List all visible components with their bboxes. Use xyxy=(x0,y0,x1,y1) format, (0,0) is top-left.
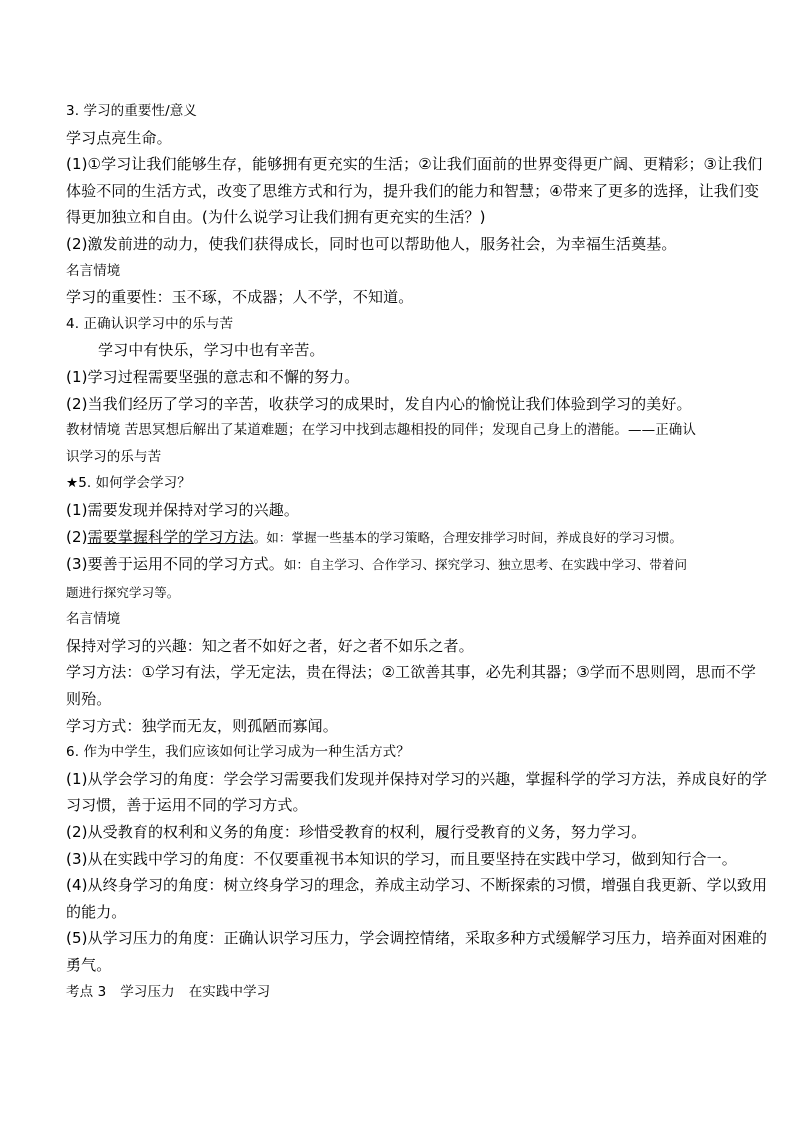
example-text: 如：自主学习、合作学习、探究学习、独立思考、在实践中学习、带着问 xyxy=(283,557,688,573)
paragraph-line: 学习方式：独学而无友，则孤陋而寡闻。 xyxy=(66,716,338,735)
example-text: 题进行探究学习等。 xyxy=(66,584,180,600)
paragraph-line xyxy=(66,551,730,579)
exam-point-number: 考点 3 xyxy=(66,983,107,1000)
section-heading-6: 6. 作为中学生，我们应该如何让学习成为一种生活方式？ xyxy=(66,744,410,761)
section-heading-4: 4. 正确认识学习中的乐与苦 xyxy=(66,315,234,332)
textbook-context-line: 教材情境 苦思冥想后解出了某道难题；在学习中找到志趣相投的同伴；发现自己身上的潜能。——正确认 xyxy=(66,422,696,439)
paragraph-line: (2)当我们经历了学习的辛苦，收获学习的成果时，发自内心的愉悦让我们体验到学习的美好。 xyxy=(66,394,692,413)
paragraph-line: 习习惯，善于运用不同的学习方式。 xyxy=(66,796,308,815)
exam-point-topic-1: 学习压力 xyxy=(120,983,175,1000)
paragraph-line: 学习中有快乐，学习中也有辛苦。 xyxy=(98,341,325,360)
paragraph-line xyxy=(66,524,730,552)
exam-point-topic-2: 在实践中学习 xyxy=(188,983,271,1000)
underlined-key-point: 需要掌握科学的学习方法 xyxy=(87,527,254,546)
paragraph-line: (4)从终身学习的角度：树立终身学习的理念，养成主动学习、不断探索的习惯，增强自我更新、学以致用 xyxy=(66,876,768,895)
textbook-context-line: 识学习的乐与苦 xyxy=(66,448,162,465)
paragraph-line: 得更加独立和自由。(为什么说学习让我们拥有更充实的生活？) xyxy=(66,208,486,227)
key-point-text: (3)要善于运用不同的学习方式。 xyxy=(66,555,284,574)
quote-context-label: 名言情境 xyxy=(66,611,121,628)
example-text: 。如：掌握一些基本的学习策略，合理安排学习时间，养成良好的学习习惯。 xyxy=(253,529,683,545)
paragraph-line: (1)①学习让我们能够生存，能够拥有更充实的生活；②让我们面前的世界变得更广阔、更精彩；③让我们 xyxy=(66,155,763,174)
paragraph-line: (1)需要发现并保持对学习的兴趣。 xyxy=(66,500,299,519)
paragraph-line: (1)学习过程需要坚强的意志和不懈的努力。 xyxy=(66,367,360,386)
document-body xyxy=(66,98,768,1005)
paragraph-line: (2)激发前进的动力，使我们获得成长，同时也可以帮助他人，服务社会，为幸福生活奠基。 xyxy=(66,234,677,253)
paragraph-line: 的能力。 xyxy=(66,902,127,921)
paragraph-line: (5)从学习压力的角度：正确认识学习压力，学会调控情绪，采取多种方式缓解学习压力，培养面对困难的 xyxy=(66,929,768,948)
paragraph-line: 则殆。 xyxy=(66,690,112,709)
paragraph-line: 体验不同的生活方式，改变了思维方式和行为，提升我们的能力和智慧；④带来了更多的选择，让我们变 xyxy=(66,181,760,200)
paragraph-line: (1)从学会学习的角度：学会学习需要我们发现并保持对学习的兴趣，掌握科学的学习方法，养成良好的学 xyxy=(66,769,768,788)
paragraph-line xyxy=(66,579,730,607)
paragraph-line: (3)从在实践中学习的角度：不仅要重视书本知识的学习，而且要坚持在实践中学习，做到知行合一。 xyxy=(66,849,737,868)
section-heading-3: 3. 学习的重要性/意义 xyxy=(66,103,197,119)
paragraph-line: 学习的重要性：玉不琢，不成器；人不学，不知道。 xyxy=(66,288,414,307)
paragraph-line: 勇气。 xyxy=(66,956,112,974)
quote-context-label: 名言情境 xyxy=(66,262,121,279)
paragraph-line: 学习点亮生命。 xyxy=(66,128,172,147)
section-heading-5: ★5. 如何学会学习？ xyxy=(66,475,191,492)
paragraph-line: 保持对学习的兴趣：知之者不如好之者，好之者不如乐之者。 xyxy=(66,636,474,655)
paragraph-line: 学习方法：①学习有法，学无定法，贵在得法；②工欲善其事，必先利其器；③学而不思则罔，思而不学 xyxy=(66,663,756,682)
exam-point-heading xyxy=(66,979,730,1006)
list-number: (2) xyxy=(66,527,88,546)
paragraph-line: (2)从受教育的权利和义务的角度：珍惜受教育的权利，履行受教育的义务，努力学习。 xyxy=(66,823,647,842)
